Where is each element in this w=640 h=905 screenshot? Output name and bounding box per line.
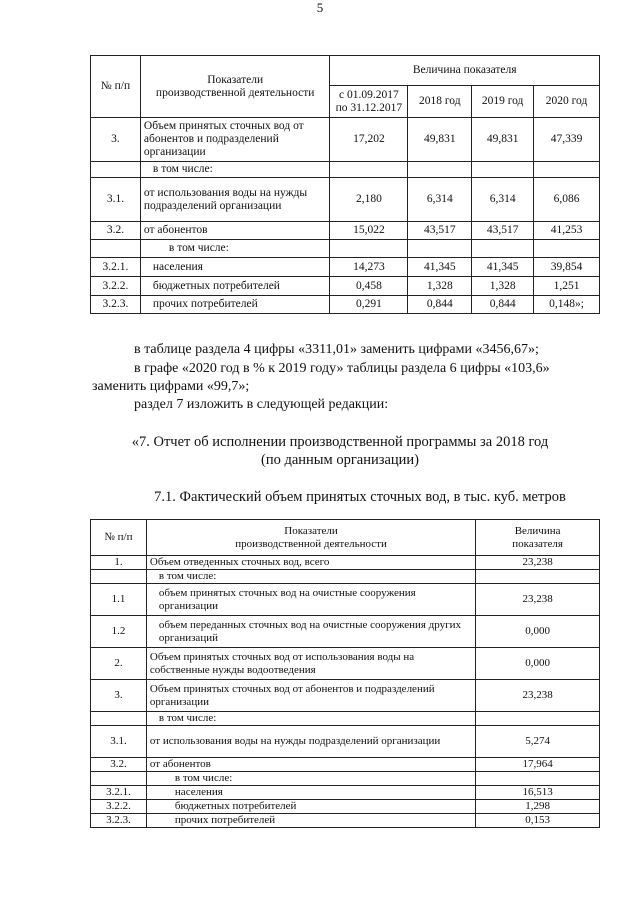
row-value: 2,180 [330,178,408,222]
row-num: 1.2 [91,616,147,648]
row-value: 43,517 [472,222,534,240]
section-title-line2: (по данным организации) [260,452,419,468]
row-num: 3.2.2. [91,800,147,814]
row-name: Объем принятых сточных вод от использования воды на собственные нужды водоотведения [146,648,475,680]
row-num: 3.2.2. [91,277,141,296]
table-row [91,648,600,680]
header-2020: 2020 год [534,86,600,118]
row-num: 3.1. [91,178,141,222]
row-name: бюджетных потребителей [146,800,475,814]
row-value: 1,298 [476,800,600,814]
table-row [91,584,600,616]
row-value: 6,314 [408,178,472,222]
row-value: 16,513 [476,786,600,800]
row-name: населения [140,258,330,277]
table-row [91,814,600,828]
row-name: от использования воды на нужды подразделений организации [146,726,475,758]
row-value: 47,339 [534,118,600,162]
row-num: 1.1 [91,584,147,616]
row-value [408,162,472,178]
table-row [91,570,600,584]
row-num: 3.2. [91,758,147,772]
row-name: прочих потребителей [140,296,330,314]
row-value: 49,831 [472,118,534,162]
table-row [91,786,600,800]
header-period-line2: по 31.12.2017 [335,101,403,114]
row-value: 5,274 [476,726,600,758]
table-row [91,222,600,240]
row-num: 3. [91,680,147,712]
row-num [91,570,147,584]
row-name: в том числе: [140,162,330,178]
row-value: 41,253 [534,222,600,240]
table-row [91,772,600,786]
row-value: 1,328 [472,277,534,296]
row-name: в том числе: [146,570,475,584]
header-num: № п/п [91,56,141,118]
row-value: 17,964 [476,758,600,772]
row-value: 0,148»; [534,296,600,314]
table-row [91,258,600,277]
wastewater-volume-table [90,519,600,828]
row-value: 0,844 [408,296,472,314]
row-value: 41,345 [472,258,534,277]
row-value [408,240,472,258]
table-row [91,240,600,258]
row-name: объем принятых сточных вод на очистные сооружения организации [146,584,475,616]
row-value: 0,844 [472,296,534,314]
row-name: от абонентов [140,222,330,240]
row-value: 0,000 [476,648,600,680]
row-name: объем переданных сточных вод на очистные сооружения других организаций [146,616,475,648]
row-value [476,570,600,584]
table-row [91,800,600,814]
table-row [91,277,600,296]
header-num: № п/п [91,520,147,556]
row-name: в том числе: [146,772,475,786]
row-value: 6,086 [534,178,600,222]
page-number: 5 [316,0,324,15]
header-period [330,86,408,118]
header-indicator-line2: производственной деятельности [155,86,315,99]
row-name: в том числе: [146,712,475,726]
row-name: Объем принятых сточных вод от абонентов и подразделений организации [140,118,330,162]
row-num: 3.2.3. [91,814,147,828]
row-num [91,240,141,258]
header-indicator [146,520,475,556]
section-title-line1: «7. Отчет об исполнении производственной программы за 2018 год [131,434,549,450]
row-value: 15,022 [330,222,408,240]
header-period-line1: с 01.09.2017 [339,88,399,101]
table-row [91,758,600,772]
row-num [91,162,141,178]
row-name: от абонентов [146,758,475,772]
row-num: 2. [91,648,147,680]
table-row [91,726,600,758]
production-indicators-table [90,55,600,314]
row-num [91,772,147,786]
amendment-paragraph-2-line2: заменить цифрами «99,7»; [92,379,250,394]
row-name: бюджетных потребителей [140,277,330,296]
amendment-paragraph-3: раздел 7 изложить в следующей редакции: [134,397,389,412]
row-value: 23,238 [476,556,600,570]
row-value [476,772,600,786]
row-value: 23,238 [476,584,600,616]
row-num: 3.1. [91,726,147,758]
row-num [91,712,147,726]
row-value: 14,273 [330,258,408,277]
row-num: 3.2.1. [91,258,141,277]
header-value-line1: Величина [514,525,561,537]
amendment-paragraph-1: в таблице раздела 4 цифры «3311,01» заменить цифрами «3456,67»; [134,342,539,357]
row-name: населения [146,786,475,800]
row-num: 3.2.1. [91,786,147,800]
row-value [472,162,534,178]
row-value: 0,153 [476,814,600,828]
row-value: 39,854 [534,258,600,277]
table-row [91,178,600,222]
row-value: 0,000 [476,616,600,648]
header-indicator [140,56,330,118]
row-name: прочих потребителей [146,814,475,828]
row-num: 3.2. [91,222,141,240]
row-value [534,162,600,178]
row-value [330,162,408,178]
table-row [91,556,600,570]
row-value: 43,517 [408,222,472,240]
row-value [330,240,408,258]
header-indicator-line2: производственной деятельности [235,537,387,550]
row-name: Объем отведенных сточных вод, всего [146,556,475,570]
row-value [476,712,600,726]
row-num: 3.2.3. [91,296,141,314]
table-row [91,296,600,314]
header-indicator-line1: Показатели [284,525,338,537]
row-num: 1. [91,556,147,570]
row-value: 0,291 [330,296,408,314]
row-num: 3. [91,118,141,162]
row-name: Объем принятых сточных вод от абонентов и подразделений организации [146,680,475,712]
subsection-title: 7.1. Фактический объем принятых сточных вод, в тыс. куб. метров [154,489,566,505]
table-row [91,712,600,726]
row-value: 1,328 [408,277,472,296]
row-value [472,240,534,258]
table-row [91,680,600,712]
table-row [91,162,600,178]
row-value [534,240,600,258]
row-value: 1,251 [534,277,600,296]
row-value: 23,238 [476,680,600,712]
header-indicator-line1: Показатели [207,73,264,86]
header-value [476,520,600,556]
amendment-paragraph-2-line1: в графе «2020 год в % к 2019 году» таблицы раздела 6 цифры «103,6» [134,361,550,376]
row-value: 41,345 [408,258,472,277]
table-row [91,616,600,648]
row-value: 0,458 [330,277,408,296]
table-row [91,118,600,162]
header-value-line2: показателя [512,537,563,550]
row-value: 6,314 [472,178,534,222]
header-value-group: Величина показателя [330,56,600,86]
header-2018: 2018 год [408,86,472,118]
row-name: в том числе: [140,240,330,258]
row-value: 49,831 [408,118,472,162]
header-2019: 2019 год [472,86,534,118]
row-name: от использования воды на нужды подразделений организации [140,178,330,222]
row-value: 17,202 [330,118,408,162]
